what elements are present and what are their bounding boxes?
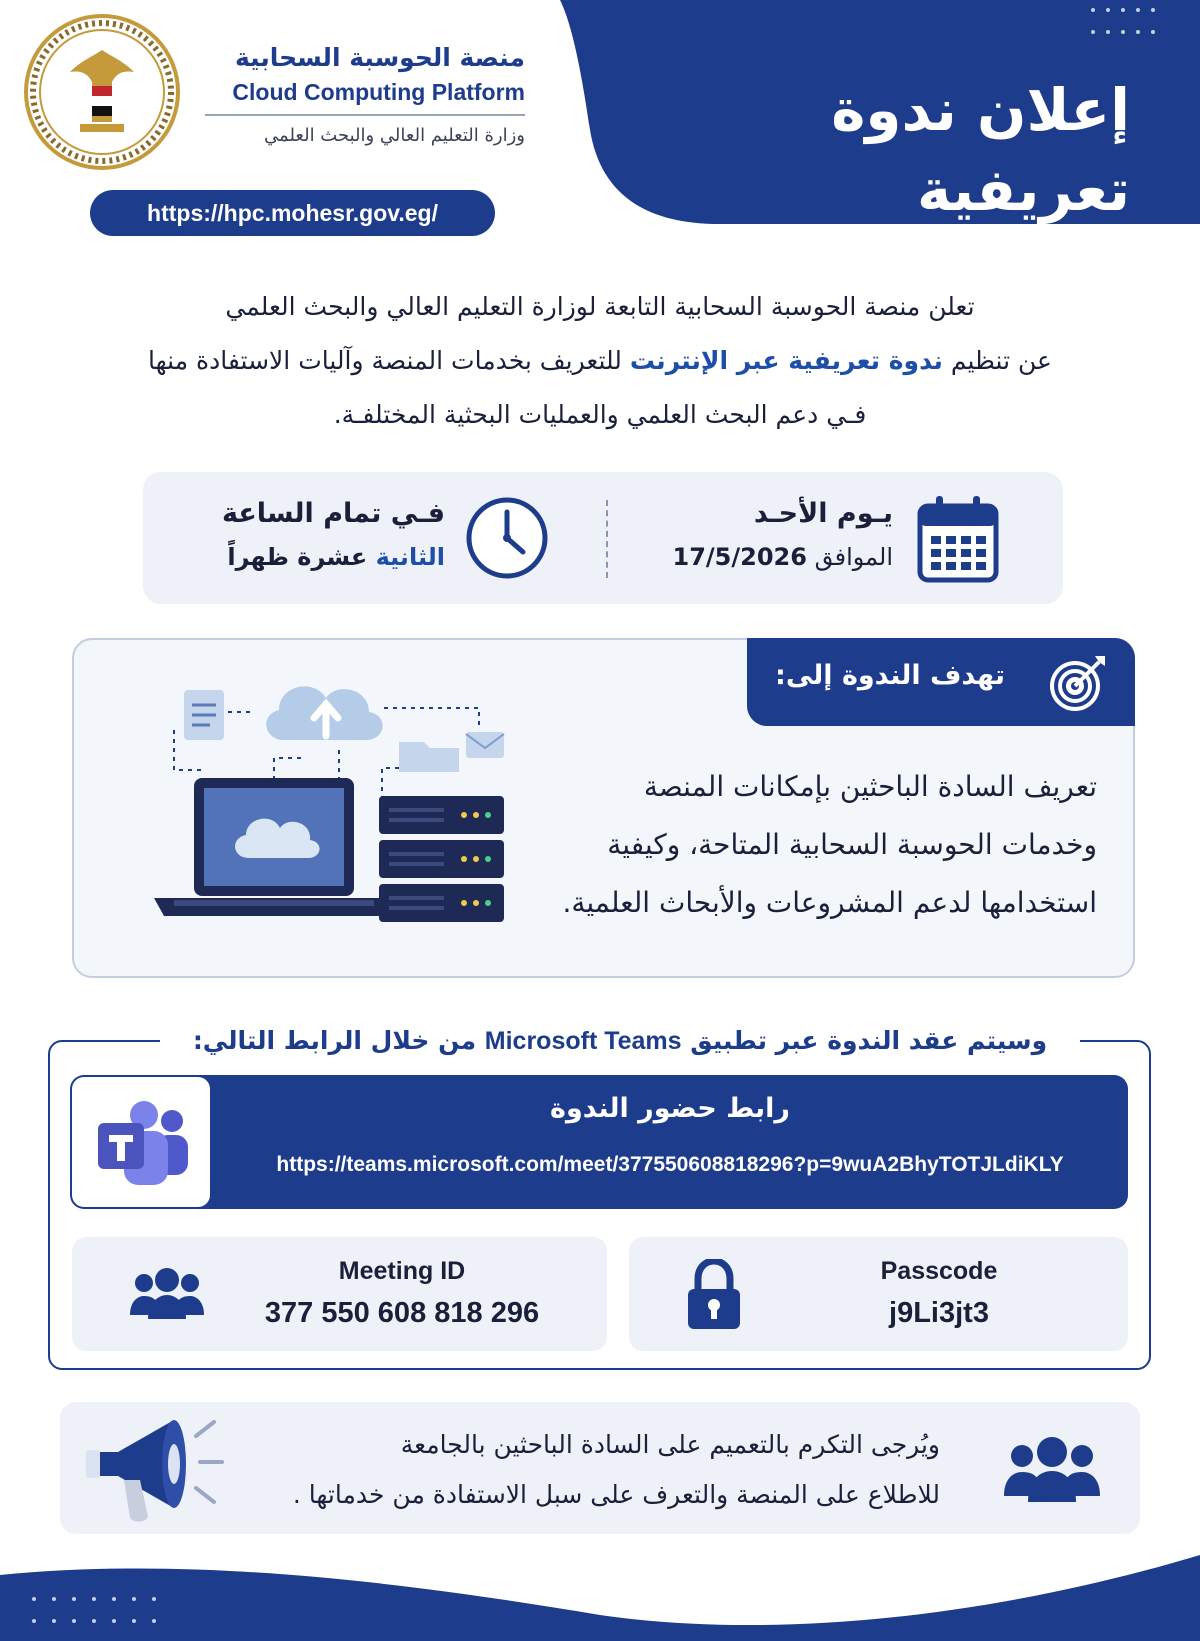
date-value: 17/5/2026 bbox=[672, 543, 807, 571]
cloud-server-illustration bbox=[114, 660, 574, 960]
passcode-value[interactable]: j9Li3jt3 bbox=[889, 1297, 989, 1329]
time-label: فـي تمام الساعة bbox=[221, 498, 445, 529]
announcement-title: إعلان ندوة تعريفية bbox=[831, 76, 1130, 224]
people-icon bbox=[130, 1267, 204, 1323]
intro-line-2-start: عن تنظيم bbox=[942, 346, 1052, 375]
date-prefix: الموافق bbox=[814, 543, 893, 571]
meeting-app-name: Microsoft Teams bbox=[484, 1027, 682, 1055]
meeting-heading bbox=[160, 1018, 1080, 1064]
platform-identity bbox=[205, 40, 525, 150]
lock-icon bbox=[684, 1259, 744, 1331]
goals-line-1: تعريف السادة الباحثين بإمكانات المنصة bbox=[643, 770, 1097, 803]
goals-tab bbox=[747, 638, 1135, 726]
platform-divider bbox=[205, 114, 525, 116]
goals-line-2: وخدمات الحوسبة السحابية المتاحة، وكيفية bbox=[607, 828, 1097, 861]
note-line-1: ويُرجى التكرم بالتعميم على السادة الباحثين بالجامعة bbox=[400, 1430, 940, 1459]
intro-line-3: فـي دعم البحث العلمي والعمليات البحثية المختلفـة. bbox=[333, 400, 867, 429]
meeting-id-card bbox=[72, 1237, 607, 1351]
goals-line-3: استخدامها لدعم المشروعات والأبحاث العلمية. bbox=[562, 886, 1097, 919]
meeting-id-label: Meeting ID bbox=[338, 1257, 466, 1285]
footer-wave bbox=[0, 1555, 1200, 1641]
intro-line-2-end: للتعريف بخدمات المنصة وآليات الاستفادة منها bbox=[148, 346, 630, 375]
day-label: يـوم الأحـد bbox=[753, 498, 893, 529]
teams-logo-icon bbox=[94, 1095, 190, 1191]
meeting-id-value[interactable]: 377 550 608 818 296 bbox=[264, 1297, 540, 1329]
note-text bbox=[220, 1420, 940, 1520]
platform-name-en: Cloud Computing Platform bbox=[232, 79, 525, 105]
target-icon bbox=[1045, 652, 1109, 716]
time-block bbox=[185, 492, 445, 578]
meeting-link-bar[interactable] bbox=[70, 1075, 1128, 1209]
intro-highlight: ندوة تعريفية عبر الإنترنت bbox=[629, 346, 943, 375]
schedule-divider bbox=[606, 500, 608, 578]
meeting-link-title: رابط حضور الندوة bbox=[550, 1093, 790, 1124]
ministry-name: وزارة التعليم العالي والبحث العلمي bbox=[264, 125, 525, 146]
time-highlight: الثانية bbox=[375, 543, 445, 571]
passcode-card bbox=[629, 1237, 1128, 1351]
passcode-label: Passcode bbox=[880, 1257, 998, 1285]
date-block bbox=[643, 492, 893, 578]
clock-icon bbox=[465, 496, 549, 580]
goals-card bbox=[72, 638, 1135, 978]
goals-heading: تهدف الندوة إلى: bbox=[775, 660, 1005, 691]
ministry-seal-icon bbox=[22, 12, 182, 172]
note-line-2: للاطلاع على المنصة والتعرف على سبل الاستفادة من خدماتها . bbox=[292, 1480, 940, 1509]
calendar-icon bbox=[916, 494, 1000, 584]
meeting-link-url[interactable]: https://teams.microsoft.com/meet/377550608818296?p=9wuA2BhyTOTJLdiKLY bbox=[276, 1153, 1064, 1176]
schedule-card bbox=[143, 472, 1063, 604]
meeting-heading-end: من خلال الرابط التالي: bbox=[192, 1026, 485, 1055]
intro-paragraph bbox=[60, 280, 1140, 442]
people-icon bbox=[1004, 1436, 1100, 1506]
time-rest: عشرة ظهراً bbox=[227, 543, 376, 571]
platform-url-link[interactable]: https://hpc.mohesr.gov.eg/ bbox=[90, 190, 495, 236]
megaphone-icon bbox=[78, 1406, 228, 1530]
intro-line-2 bbox=[60, 334, 1140, 388]
note-card bbox=[60, 1402, 1140, 1534]
meeting-heading-start: وسيتم عقد الندوة عبر تطبيق bbox=[681, 1026, 1048, 1055]
time-value bbox=[185, 536, 445, 578]
goals-text bbox=[537, 758, 1097, 932]
platform-name-ar: منصة الحوسبة السحابية bbox=[234, 43, 525, 72]
date-line bbox=[643, 536, 893, 578]
teams-logo-box bbox=[72, 1077, 210, 1207]
intro-line-1: تعلن منصة الحوسبة السحابية التابعة لوزارة التعليم العالي والبحث العلمي bbox=[225, 292, 975, 321]
